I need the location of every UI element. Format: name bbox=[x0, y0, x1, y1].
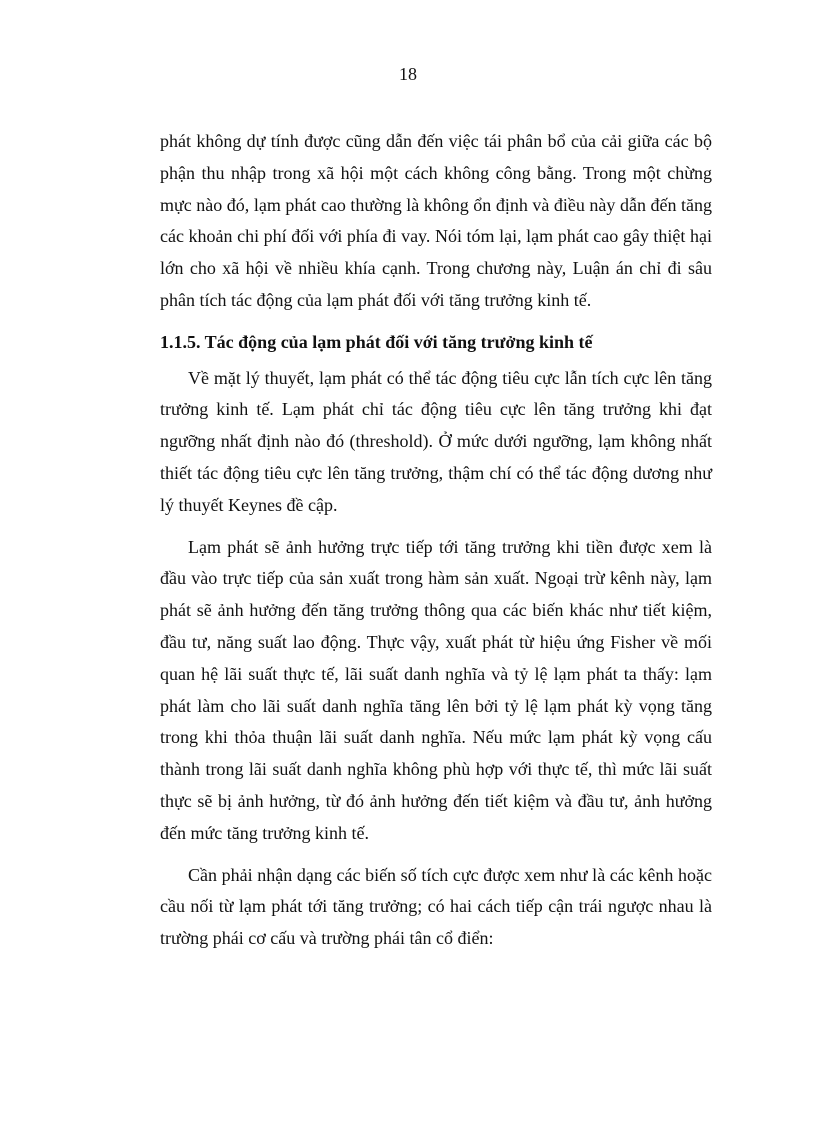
page-number: 18 bbox=[399, 64, 417, 84]
paragraph-fisher-effect: Lạm phát sẽ ảnh hưởng trực tiếp tới tăng trưởng khi tiền được xem là đầu vào trực tiếp của sản xuất trong hàm sản xuất. Ngoại trừ kênh này, lạm phát sẽ ảnh hưởng đến tăng trưởng thông qua các biến khác như tiết kiệm, đầu tư, năng suất lao động. Thực vậy, xuất phát từ hiệu ứng Fisher về mối quan hệ lãi suất thực tế, lãi suất danh nghĩa và tỷ lệ lạm phát ta thấy: lạm phát làm cho lãi suất danh nghĩa tăng lên bởi tỷ lệ lạm phát kỳ vọng tăng trong khi thỏa thuận lãi suất danh nghĩa. Nếu mức lạm phát kỳ vọng cấu thành trong lãi suất danh nghĩa không phù hợp với thực tế, thì mức lãi suất thực sẽ bị ảnh hưởng, từ đó ảnh hưởng đến tiết kiệm và đầu tư, ảnh hưởng đến mức tăng trưởng kinh tế. bbox=[160, 536, 712, 843]
section-heading: 1.1.5. Tác động của lạm phát đối với tăng trưởng kinh tế bbox=[160, 331, 593, 352]
paragraph-channels: Cần phải nhận dạng các biến số tích cực được xem như là các kênh hoặc cầu nối từ lạm phát tới tăng trưởng; có hai cách tiếp cận trái ngược nhau là trường phái cơ cấu và trường phái tân cổ điển: bbox=[160, 864, 712, 949]
document-body bbox=[160, 126, 712, 955]
paragraph-theory: Về mặt lý thuyết, lạm phát có thể tác động tiêu cực lẫn tích cực lên tăng trưởng kinh tế. Lạm phát chỉ tác động tiêu cực lên tăng trưởng khi đạt ngưỡng nhất định nào đó (threshold). Ở mức dưới ngưỡng, lạm không nhất thiết tác động tiêu cực lên tăng trưởng, thậm chí có thể tác động dương như lý thuyết Keynes đề cập. bbox=[160, 367, 712, 515]
paragraph-continuation: phát không dự tính được cũng dẫn đến việc tái phân bổ của cải giữa các bộ phận thu nhập trong xã hội một cách không công bằng. Trong một chừng mực nào đó, lạm phát cao thường là không ổn định và điều này dẫn đến tăng các khoản chi phí đối với phía đi vay. Nói tóm lại, lạm phát cao gây thiệt hại lớn cho xã hội về nhiều khía cạnh. Trong chương này, Luận án chỉ đi sâu phân tích tác động của lạm phát đối với tăng trưởng kinh tế. bbox=[160, 131, 712, 310]
